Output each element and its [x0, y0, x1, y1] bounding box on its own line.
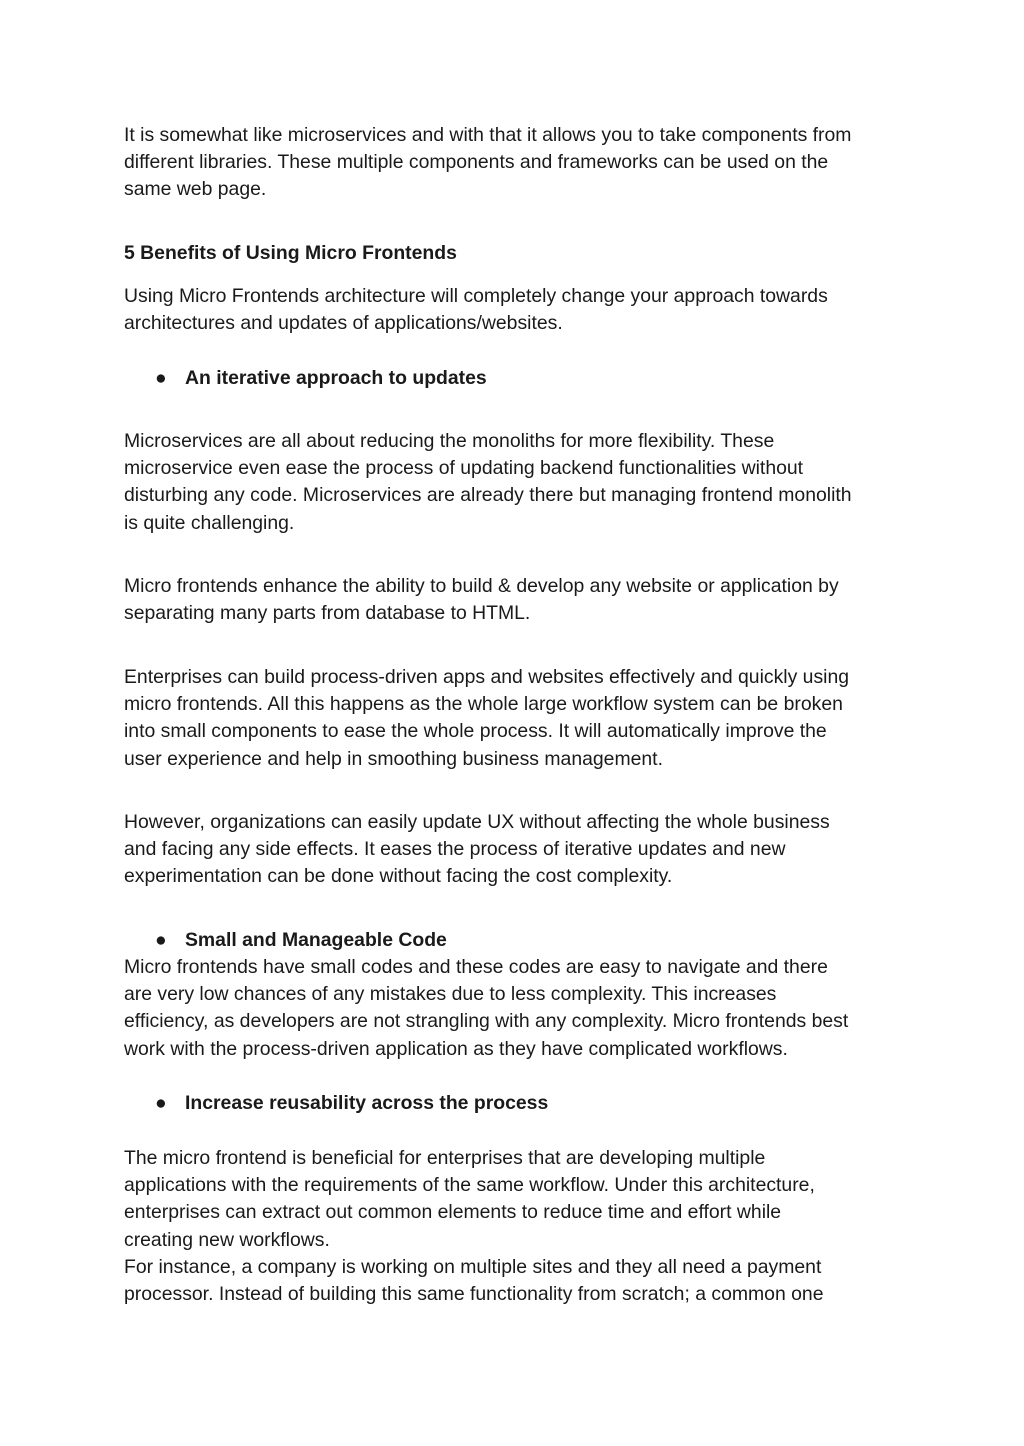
text-line: micro frontends. All this happens as the whole large workflow system can be broken: [124, 693, 843, 716]
enhance-paragraph: [124, 573, 914, 627]
bullet-label: An iterative approach to updates: [185, 367, 487, 389]
however-paragraph: [124, 809, 914, 891]
text-line: creating new workflows.: [124, 1228, 330, 1251]
text-line: user experience and help in smoothing business management.: [124, 747, 663, 770]
text-line: Enterprises can build process-driven apps and websites effectively and quickly using: [124, 666, 850, 688]
text-line: into small components to ease the whole process. It will automatically improve the: [124, 720, 827, 743]
bullet-item-small-code: [155, 927, 447, 954]
text-line: However, organizations can easily update UX without affecting the whole business: [124, 811, 830, 833]
text-line: separating many parts from database to HTML.: [124, 602, 531, 625]
text-line: disturbing any code. Microservices are already there but managing frontend monolith: [124, 484, 852, 507]
text-line: The micro frontend is beneficial for enterprises that are developing multiple: [124, 1147, 766, 1169]
intro-paragraph: [124, 122, 914, 204]
bullet-item-reusability: [155, 1090, 548, 1117]
text-line: same web page.: [124, 178, 267, 201]
text-line: Microservices are all about reducing the monoliths for more flexibility. These: [124, 430, 775, 452]
section-heading: 5 Benefits of Using Micro Frontends: [124, 242, 457, 264]
text-line: are very low chances of any mistakes due to less complexity. This increases: [124, 983, 777, 1006]
text-line: For instance, a company is working on multiple sites and they all need a payment: [124, 1255, 822, 1278]
text-line: Micro frontends enhance the ability to build & develop any website or application by: [124, 575, 839, 597]
text-line: efficiency, as developers are not strangling with any complexity. Micro frontends best: [124, 1010, 849, 1033]
bullet-item-iterative-updates: [155, 365, 487, 392]
text-line: Using Micro Frontends architecture will completely change your approach towards: [124, 285, 828, 307]
text-line: Micro frontends have small codes and these codes are easy to navigate and there: [124, 956, 828, 978]
text-line: It is somewhat like microservices and with that it allows you to take components from: [124, 124, 852, 146]
text-line: different libraries. These multiple components and frameworks can be used on the: [124, 151, 829, 174]
text-line: work with the process-driven application as they have complicated workflows.: [124, 1037, 788, 1060]
text-line: and facing any side effects. It eases the process of iterative updates and new: [124, 838, 786, 861]
text-line: microservice even ease the process of updating backend functionalities without: [124, 457, 804, 480]
text-line: is quite challenging.: [124, 511, 295, 534]
bullet-label: Small and Manageable Code: [185, 929, 447, 951]
reusability-paragraph: [124, 1145, 914, 1308]
enterprises-paragraph: [124, 664, 914, 773]
text-line: applications with the requirements of the same workflow. Under this architecture,: [124, 1174, 815, 1197]
bullet-label: Increase reusability across the process: [185, 1092, 549, 1114]
bullet-icon: ●: [155, 1092, 167, 1114]
bullet-icon: ●: [155, 929, 167, 951]
bullet-icon: ●: [155, 367, 167, 389]
text-line: processor. Instead of building this same functionality from scratch; a common one: [124, 1282, 824, 1305]
small-code-paragraph: [124, 954, 914, 1063]
text-line: enterprises can extract out common elements to reduce time and effort while: [124, 1201, 782, 1224]
microservices-paragraph: [124, 428, 914, 537]
text-line: architectures and updates of applications/websites.: [124, 312, 563, 335]
text-line: experimentation can be done without facing the cost complexity.: [124, 865, 673, 888]
overview-paragraph: [124, 283, 914, 337]
